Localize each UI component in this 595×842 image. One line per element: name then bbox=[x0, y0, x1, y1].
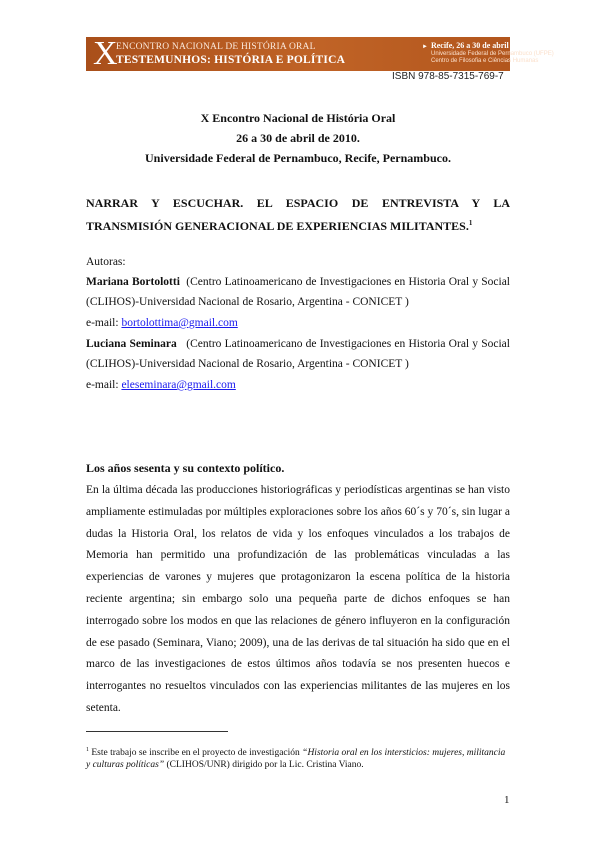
footnote-divider bbox=[86, 731, 228, 732]
author-affiliation: (Centro Latinoamericano de Investigaciones en Historia Oral y Social (CLIHOS)-Universidad Nacional de Rosario, Argentina - CONICET ) bbox=[86, 338, 510, 370]
conference-banner bbox=[86, 35, 554, 72]
footnote-mark: 1 bbox=[86, 747, 89, 753]
page-number: 1 bbox=[504, 794, 510, 806]
author-1 bbox=[86, 272, 510, 312]
author-affiliation: (Centro Latinoamericano de Investigaciones en Historia Oral y Social (CLIHOS)-Universidad Nacional de Rosario, Argentina - CONICET ) bbox=[86, 276, 510, 308]
footnote-text-after: (CLIHOS/UNR) dirigido por la Lic. Cristina Viano. bbox=[164, 760, 364, 771]
banner-roman-numeral: X bbox=[93, 35, 118, 72]
author-2 bbox=[86, 334, 510, 374]
banner-conference-theme: TESTEMUNHOS: HISTÓRIA E POLÍTICA bbox=[116, 54, 346, 66]
banner-date bbox=[422, 41, 539, 50]
banner-conference-name: ENCONTRO NACIONAL DE HISTÓRIA ORAL bbox=[116, 42, 316, 52]
paper-title-text: NARRAR Y ESCUCHAR. EL ESPACIO DE ENTREVISTA Y LA TRANSMISIÓN GENERACIONAL DE EXPERIENCIAS MILITANTES. bbox=[86, 196, 510, 233]
email-label: e-mail: bbox=[86, 379, 122, 391]
footnote-text-before: Este trabajo se inscribe en el proyecto de investigación bbox=[89, 748, 303, 759]
arrow-icon: ► bbox=[422, 44, 428, 50]
body-paragraph: En la última década las producciones historiográficas y periodísticas argentinas se han visto ampliamente estimuladas por múltiples exploraciones sobre los años 60´s y 70´s, sin lugar a dudas la Historia Oral, los relatos de vida y los enfoques vinculados a los trabajos de Memoria han permitido una profundización de las problemáticas vinculadas a las experiencias de varones y mujeres que protagonizaron la escena política de la historia reciente argentina; sin embargo solo una pequeña parte de dichos enfoques se han interrogado sobre los modos en que las relaciones de género influyeron en la configuración de ese pasado (Seminara, Viano; 2009), una de las derivas de tal situación ha sido que en el marco de las investigaciones de estos últimos años todavía se nos presenten huecos e interrogantes no resueltos vinculados con las experiencias militantes de las mujeres en los setenta. bbox=[86, 484, 510, 714]
header-line-3: Universidade Federal de Pernambuco, Recife, Pernambuco. bbox=[145, 151, 451, 165]
isbn: ISBN 978-85-7315-769-7 bbox=[392, 71, 504, 82]
author-name: Luciana Seminara bbox=[86, 338, 177, 350]
footnote-reference[interactable]: 1 bbox=[468, 219, 473, 227]
email-link[interactable]: eleseminara@gmail.com bbox=[121, 379, 236, 391]
banner-institution-line2: Centro de Filosofia e Ciências Humanas bbox=[431, 58, 539, 64]
author-1-email-line bbox=[86, 313, 510, 333]
banner-institution bbox=[431, 51, 554, 65]
authors-label: Autoras: bbox=[86, 256, 126, 268]
header-line-2: 26 a 30 de abril de 2010. bbox=[236, 131, 360, 145]
paper-title bbox=[86, 193, 510, 236]
author-name: Mariana Bortolotti bbox=[86, 276, 180, 288]
email-label: e-mail: bbox=[86, 317, 122, 329]
author-2-email-line bbox=[86, 375, 510, 395]
footnote bbox=[86, 744, 510, 771]
email-link[interactable]: bortolottima@gmail.com bbox=[121, 317, 238, 329]
section-heading: Los años sesenta y su contexto político. bbox=[86, 461, 285, 475]
header-line-1: X Encontro Nacional de História Oral bbox=[200, 111, 396, 125]
banner-date-text: Recife, 26 a 30 de abril de 2010. bbox=[430, 41, 539, 50]
banner-institution-line1: Universidade Federal de Pernambuco (UFPE) bbox=[431, 51, 554, 57]
footnote-project-title: “Historia oral en los intersticios: mujeres, militancia y culturas políticas” bbox=[86, 748, 506, 771]
